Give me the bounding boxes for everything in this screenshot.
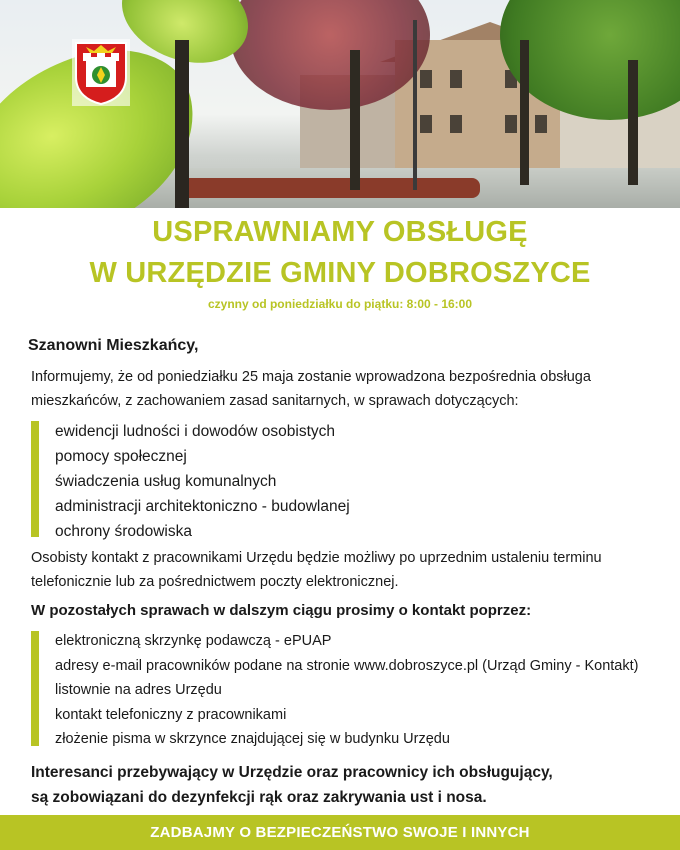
window <box>420 115 432 133</box>
flower-bed <box>180 178 480 198</box>
tree-trunk <box>628 60 638 185</box>
tree-trunk <box>350 50 360 190</box>
contact-channels-list <box>31 629 638 752</box>
accent-bar <box>31 631 39 746</box>
lamp-post <box>413 20 417 190</box>
footer-banner: ZADBAJMY O BEZPIECZEŃSTWO SWOJE I INNYCH <box>0 815 680 850</box>
tree-trunk <box>175 40 189 208</box>
window <box>450 115 462 133</box>
list-item: adresy e-mail pracowników podane na stronie www.dobroszyce.pl (Urząd Gminy - Kontakt) <box>55 657 639 674</box>
list-item: pomocy społecznej <box>55 448 187 465</box>
list-item: listownie na adres Urzędu <box>55 682 222 698</box>
window <box>420 70 432 88</box>
other-matters-heading: W pozostałych sprawach w dalszym ciągu prosimy o kontakt poprzez: <box>31 602 532 619</box>
accent-bar <box>31 421 39 537</box>
window <box>450 70 462 88</box>
list-item: kontakt telefoniczny z pracownikami <box>55 706 287 723</box>
window <box>505 115 517 133</box>
intro-paragraph: Informujemy, że od poniedziałku 25 maja zostanie wprowadzona bezpośrednia obsługa mieszkańców, z zachowaniem zasad sanitarnych, w sprawach dotyczących: <box>31 369 591 409</box>
tree-trunk <box>520 40 529 185</box>
list-item: ewidencji ludności i dowodów osobistych <box>55 423 336 440</box>
window <box>535 115 547 133</box>
contact-note: Osobisty kontakt z pracownikami Urzędu będzie możliwy po uprzednim ustaleniu terminu telefonicznie lub za pośrednictwem poczty elektronicznej. <box>31 550 602 590</box>
notice-line: są zobowiązani do dezynfekcji rąk oraz zakrywania ust i nosa. <box>31 789 487 806</box>
list-item: ochrony środowiska <box>55 523 192 540</box>
list-item: elektroniczną skrzynkę podawczą - ePUAP <box>55 633 332 649</box>
page-title: USPRAWNIAMY OBSŁUGĘ <box>152 216 528 248</box>
page-title-line2: W URZĘDZIE GMINY DOBROSZYCE <box>89 257 591 289</box>
list-item: złożenie pisma w skrzynce znajdującej się w budynku Urzędu <box>55 731 450 747</box>
coat-of-arms-icon <box>72 39 130 106</box>
greeting: Szanowni Mieszkańcy, <box>28 337 199 354</box>
sanitary-notice <box>31 760 553 810</box>
office-hours: czynny od poniedziałku do piątku: 8:00 - 16:00 <box>207 297 473 311</box>
matters-list <box>31 419 350 544</box>
notice-line: Interesanci przebywający w Urzędzie oraz pracownicy ich obsługujący, <box>31 764 553 781</box>
list-item: administracji architektoniczno - budowlanej <box>55 498 350 515</box>
list-item: świadczenia usług komunalnych <box>55 473 277 490</box>
